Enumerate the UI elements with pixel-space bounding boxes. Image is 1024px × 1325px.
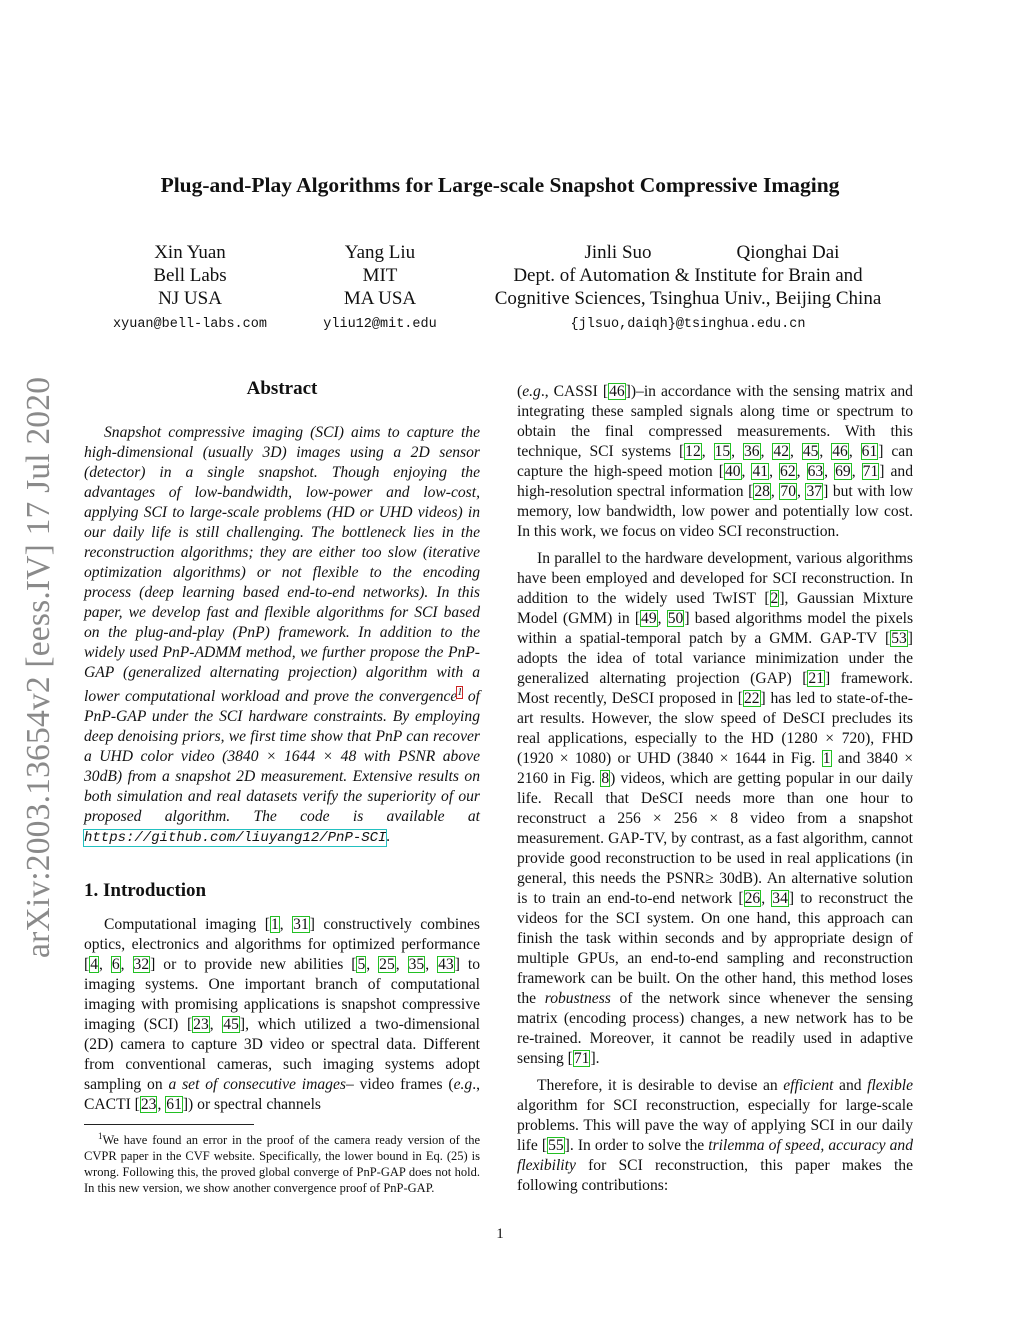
- citation[interactable]: 2: [770, 590, 779, 607]
- author-location: NJ USA: [158, 288, 222, 309]
- citation[interactable]: 69: [835, 463, 851, 480]
- citation[interactable]: 1: [270, 916, 279, 933]
- citation[interactable]: 62: [780, 463, 796, 480]
- citation[interactable]: 46: [609, 383, 625, 400]
- citation[interactable]: 35: [408, 956, 425, 973]
- abstract-text: Snapshot compressive imaging (SCI) aims to capture the high-dimensional (usually 3D) images using a 2D sensor (detector) in a single snapshot. Though enjoying the advantages of low-bandwidth, low-power and low-cost, applying SCI to large-scale problems (HD or UHD videos) in our daily life is still challenging. The bottleneck lies in the reconstruction algorithms; they are either too slow (iterative optimization algorithms) or not flexible to the encoding process (deep learning based end-to-end networks). In this paper, we develop fast and flexible algorithms for SCI based on the plug-and-play (PnP) framework. In addition to the widely used PnP-ADMM method, we further propose the PnP-GAP (generalized alternating projection) algorithm with a lower computational workload and prove the convergence: [84, 424, 480, 706]
- citation[interactable]: 34: [772, 890, 788, 907]
- author-name: Yang Liu: [344, 242, 416, 263]
- author-location: MA USA: [343, 288, 417, 309]
- code-link[interactable]: https://github.com/liuyang12/PnP-SCI: [84, 830, 387, 847]
- footnote: [84, 1128, 480, 1196]
- author-name-dai: Qionghai Dai: [736, 242, 840, 263]
- citation[interactable]: 50: [667, 610, 684, 627]
- citation[interactable]: 21: [808, 670, 825, 687]
- citation[interactable]: 41: [752, 463, 769, 480]
- author-affiliation-line2: Cognitive Sciences, Tsinghua Univ., Beijing China: [494, 288, 882, 309]
- citation[interactable]: 49: [641, 610, 657, 627]
- citation[interactable]: 22: [743, 690, 760, 707]
- citation[interactable]: 36: [743, 443, 760, 460]
- footnote-text: We have found an error in the proof of the camera ready version of the CVPR paper in the CVF website. Specifically, the lower bound in Eq. (25) is wrong. Following this, the proved global converge of PnP-GAP does not hold. In this new version, we show another convergence proof of PnP-GAP.: [84, 1133, 480, 1196]
- citation[interactable]: 23: [140, 1096, 157, 1113]
- citation[interactable]: 28: [754, 483, 770, 500]
- citation[interactable]: 6: [111, 956, 120, 973]
- citation[interactable]: 71: [573, 1050, 590, 1067]
- paragraph-algorithms: In parallel to the hardware development, various algorithms have been employed and developed for SCI reconstruction. In addition to the widely used TwIST [2], Gaussian Mixture Model (GMM) in [49, 50] based algorithms model the pixels within a spatial-temporal patch by a GMM. GAP-TV [53] adopts the idea of total variance minimization under the generalized alternating projection (GAP) [21] framework. Most recently, DeSCI proposed in [22] has led to state-of-the-art results. However, the slow speed of DeSCI precludes its real applications, especially to the HD (1280 × 720), FHD (1920 × 1080) or UHD (3840 × 1644 in Fig. 1 and 3840 × 2160 in Fig. 8) videos, which are getting popular in our daily life. Recall that DeSCI needs more than one hour to reconstruct a 256 × 256 × 8 video from a snapshot measurement. GAP-TV, by contrast, as a fast algorithm, cannot provide good reconstruction to be used in real applications (in general, this needs the PSNR≥ 30dB). An alternative solution is to train an end-to-end network [26, 34] to reconstruct the videos for the SCI system. On one hand, this approach can finish the task within seconds and by appropriate design of multiple GPUs, an end-to-end sampling and reconstruction framework can be built. On the other hand, this method loses the robustness of the network since whenever the sensing matrix (encoding process) changes, a new network has to be re-trained. Moreover, it cannot be readily used in adaptive sensing [71].: [517, 550, 914, 1067]
- abstract-heading: Abstract: [246, 378, 318, 399]
- citation[interactable]: 4: [90, 956, 98, 973]
- citation[interactable]: 40: [724, 463, 741, 480]
- citation[interactable]: 32: [133, 956, 150, 973]
- figure-reference[interactable]: 1: [822, 750, 831, 767]
- citation[interactable]: 45: [223, 1016, 239, 1033]
- citation[interactable]: 53: [891, 630, 907, 647]
- author-block-tsinghua: [478, 241, 898, 336]
- author-block-liu: [300, 241, 460, 336]
- page-number: 1: [496, 1226, 504, 1242]
- footnote-rule: [84, 1124, 254, 1125]
- citation[interactable]: 23: [193, 1016, 209, 1033]
- author-name: Xin Yuan: [154, 242, 226, 263]
- citation[interactable]: 12: [685, 443, 701, 460]
- citation[interactable]: 45: [802, 443, 819, 460]
- paper-title: Plug-and-Play Algorithms for Large-scale Snapshot Compressive Imaging: [160, 173, 840, 197]
- paragraph-cassi: (e.g., CASSI [46])–in accordance with the sensing matrix and integrating these sampled signals along time or spectrum to obtain the final compressed measurements. With this technique, SCI systems [12, 15, 36, 42, 45, 46, 61] can capture the high-speed motion [40, 41, 62, 63, 69, 71] and high-resolution spectral information [28, 70, 37] but with low memory, low bandwidth, low power and potentially low cost. In this work, we focus on video SCI reconstruction.: [517, 383, 914, 540]
- citation[interactable]: 42: [773, 443, 789, 460]
- author-block-yuan: [100, 241, 280, 336]
- right-column: [517, 382, 913, 1196]
- paragraph-contributions: Therefore, it is desirable to devise an efficient and flexible algorithm for SCI reconstruction, especially for large-scale problems. This will pave the way of applying SCI in our daily life [55]. In order to solve the trilemma of speed, accuracy and flexibility for SCI reconstruction, this paper makes the following contributions:: [517, 1077, 914, 1194]
- citation[interactable]: 63: [807, 463, 824, 480]
- citation[interactable]: 70: [780, 483, 796, 500]
- citation[interactable]: 5: [357, 956, 366, 973]
- abstract-period: .: [386, 828, 391, 846]
- author-names: [478, 241, 898, 264]
- citation[interactable]: 31: [293, 916, 309, 933]
- citation[interactable]: 43: [438, 956, 454, 973]
- citation[interactable]: 61: [166, 1096, 182, 1113]
- citation[interactable]: 26: [744, 890, 761, 907]
- arxiv-stamp-text: arXiv:2003.13654v2 [eess.IV] 17 Jul 2020: [20, 376, 57, 958]
- introduction-paragraph: Computational imaging [1, 31] constructively combines optics, electronics and algorithms for optimized performance [4, 6, 32] or to provide new abilities [5, 25, 35, 43] to imaging systems. One important branch of computational imaging with promising applications is snapshot compressive imaging (SCI) [23, 45], which utilized a two-dimensional (2D) camera to capture 3D video or spectral data. Different from conventional cameras, such imaging systems adopt sampling on a set of consecutive images– video frames (e.g., CACTI [23, 61]) or spectral channels: [84, 916, 481, 1113]
- citation[interactable]: 61: [861, 443, 878, 460]
- author-affiliation: MIT: [362, 265, 398, 286]
- author-email: yliu12@mit.edu: [323, 317, 437, 332]
- arxiv-stamp: [18, 360, 58, 960]
- citation[interactable]: 25: [379, 956, 395, 973]
- citation[interactable]: 15: [714, 443, 731, 460]
- citation[interactable]: 71: [862, 463, 879, 480]
- abstract-text-continued: of PnP-GAP under the SCI hardware constraints. By employing deep denoising priors, we first time show that PnP can recover a UHD color video (3840 × 1644 × 48 with PSNR above 30dB) from a snapshot 2D measurement. Extensive results on both simulation and real datasets verify the superiority of our proposed algorithm. The code is available at: [84, 688, 480, 826]
- figure-reference[interactable]: 8: [601, 770, 610, 787]
- footnote-number: 1: [98, 1131, 103, 1141]
- author-affiliation: Bell Labs: [153, 265, 227, 286]
- author-affiliation: Dept. of Automation & Institute for Brain and: [513, 265, 863, 286]
- author-name-suo: Jinli Suo: [584, 242, 652, 263]
- citation[interactable]: 46: [832, 443, 848, 460]
- citation[interactable]: 37: [806, 483, 823, 500]
- author-email: xyuan@bell-labs.com: [113, 317, 267, 332]
- citation[interactable]: 55: [548, 1137, 564, 1154]
- footnote-marker[interactable]: 1: [457, 687, 463, 698]
- author-email: {jlsuo,daiqh}@tsinghua.edu.cn: [570, 317, 806, 332]
- abstract-body: [84, 423, 480, 848]
- section-heading-introduction: 1. Introduction: [84, 880, 207, 901]
